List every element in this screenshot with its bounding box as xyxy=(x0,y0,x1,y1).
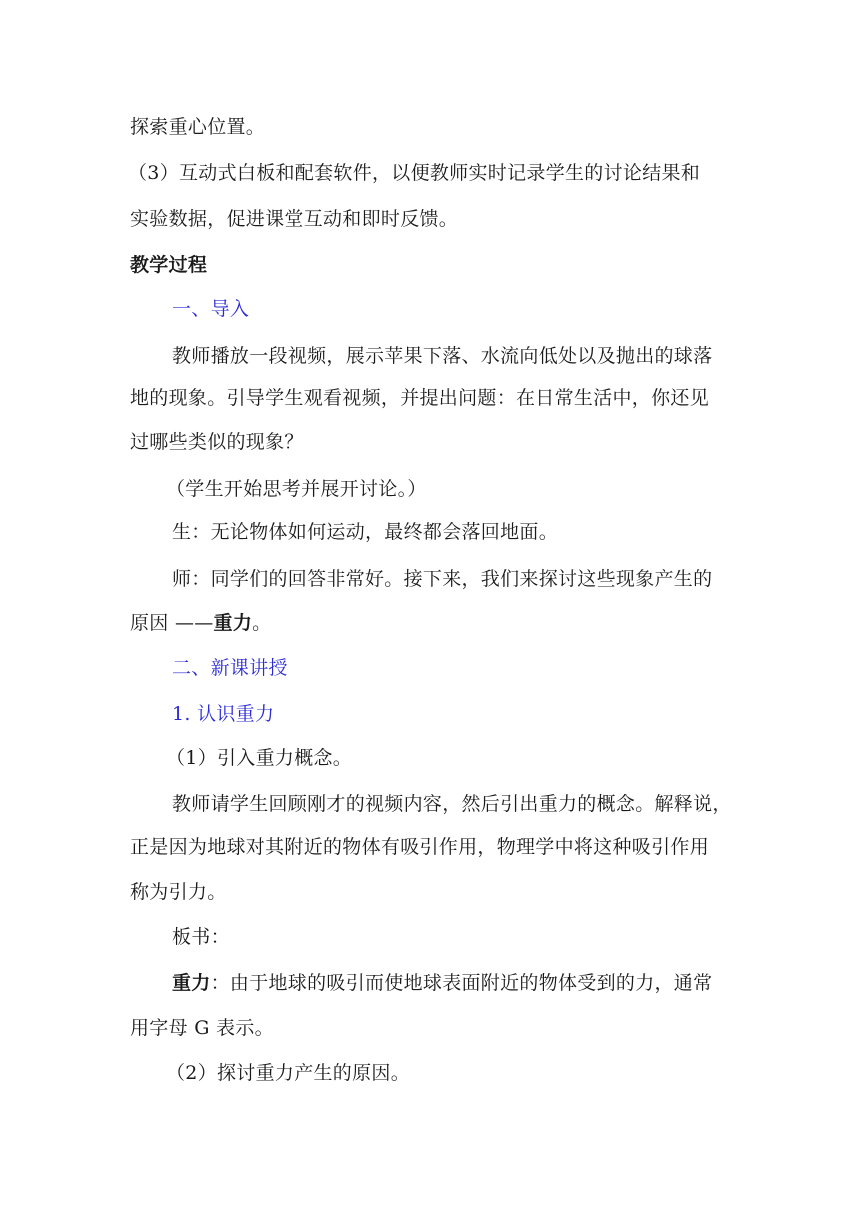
paragraph-line: 探索重心位置。 xyxy=(130,116,266,138)
paragraph-line: 教师请学生回顾刚才的视频内容，然后引出重力的概念。解释说， xyxy=(172,793,732,815)
subsection-heading: 二、新课讲授 xyxy=(172,657,288,679)
paragraph-line: 正是因为地球对其附近的物体有吸引作用，物理学中将这种吸引作用 xyxy=(130,836,710,858)
paragraph-line: （3）互动式白板和配套软件，以便教师实时记录学生的讨论结果和 xyxy=(128,162,701,184)
text-span: ：由于地球的吸引而使地球表面附近的物体受到的力，通常 xyxy=(210,972,713,994)
text-span: 。 xyxy=(252,612,272,634)
paragraph-line: 教师播放一段视频，展示苹果下落、水流向低处以及抛出的球落 xyxy=(172,345,713,367)
bold-term: 重力 xyxy=(172,972,211,994)
paragraph-line: 板书： xyxy=(172,926,230,948)
paragraph-line: （学生开始思考并展开讨论。） xyxy=(166,478,427,500)
paragraph-line: 过哪些类似的现象？ xyxy=(130,431,304,453)
paragraph-line: （1）引入重力概念。 xyxy=(166,747,353,769)
paragraph-line: 地的现象。引导学生观看视频，并提出问题：在日常生活中，你还见 xyxy=(130,387,710,409)
paragraph-line xyxy=(172,970,712,996)
paragraph-line: 称为引力。 xyxy=(130,881,227,903)
text-span: 原因 —— xyxy=(130,612,214,634)
bold-term: 重力 xyxy=(213,612,253,634)
paragraph-line: （2）探讨重力产生的原因。 xyxy=(166,1062,410,1084)
sub-subsection-heading: 1. 认识重力 xyxy=(172,703,275,725)
paragraph-line: 生：无论物体如何运动，最终都会落回地面。 xyxy=(172,521,559,543)
paragraph-line xyxy=(130,610,271,636)
subsection-heading: 一、导入 xyxy=(172,298,250,320)
paragraph-line: 实验数据，促进课堂互动和即时反馈。 xyxy=(130,208,459,230)
section-heading: 教学过程 xyxy=(130,254,208,276)
paragraph-line: 师：同学们的回答非常好。接下来，我们来探讨这些现象产生的 xyxy=(172,568,713,590)
paragraph-line: 用字母 G 表示。 xyxy=(130,1017,274,1039)
